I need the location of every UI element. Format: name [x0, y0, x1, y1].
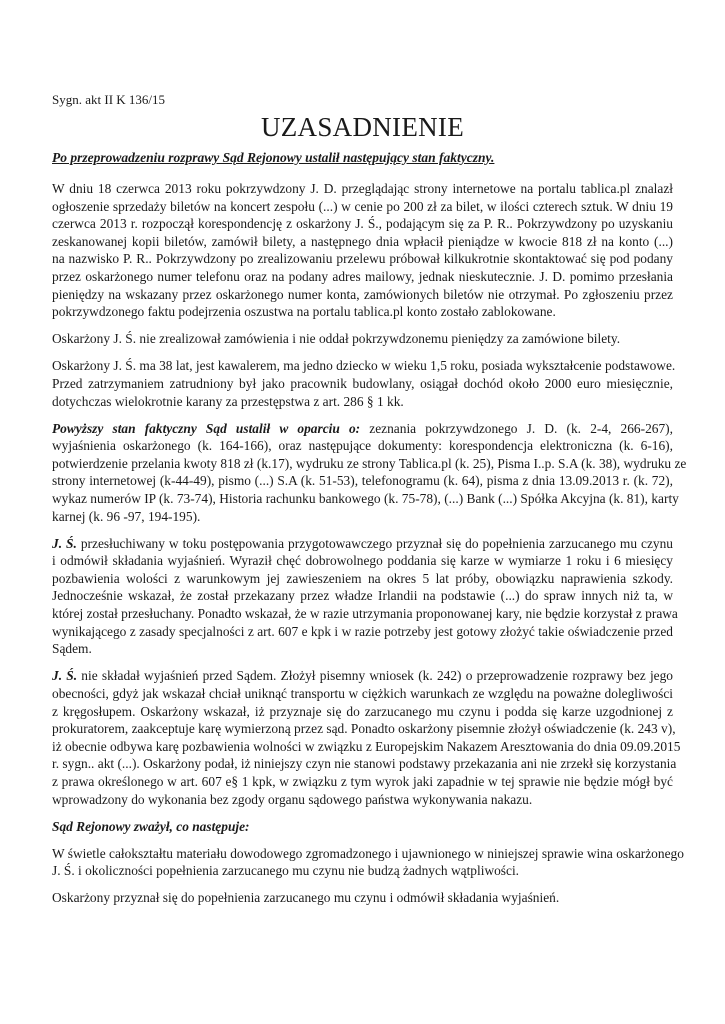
- case-number: Sygn. akt II K 136/15: [52, 92, 166, 107]
- text-line: potwierdzenie przelania kwoty 818 zł (k.17), wydruku ze strony Tablica.pl (k. 25), Pisma I..p. S.A (k. 38), wydruku ze: [52, 455, 687, 471]
- text-line: pozbawienia wolości z warunkowym jej zawieszeniem na okres 5 lat próby, obowiązku naprawienia szkody.: [52, 570, 673, 586]
- text-line: J. Ś. i okoliczności popełnienia zarzucanego mu czynu nie budzą żadnych wątpliwości.: [52, 863, 520, 879]
- text-line: ogłoszenie sprzedaży biletów na koncert zespołu (...) w cenie po 200 zł za bilet, w ilości czterech sztuk. W dniu 19: [52, 198, 673, 214]
- text-line: [52, 667, 673, 685]
- text-line: iż obecnie odbywa karę pozbawienia wolności w związku z Europejskim Nakazem Aresztowania do dnia 09.09.2015: [52, 738, 681, 754]
- paragraph-evidence: [52, 420, 687, 526]
- text-line: wyjaśnienia oskarżonego (k. 164-166), oraz następujące dokumenty: korespondencja elektroniczna (k. 6-16),: [52, 438, 673, 454]
- text-line: której został przesłuchany. Ponadto wskazał, że w razie utrzymania proponowanej kary, nie będzie korzystał z prawa: [52, 606, 678, 622]
- text-line: przez oskarżonego numer telefonu oraz na podany adres mailowy, jednak nieskutecznie. J. D. pomimo przesłania: [52, 268, 673, 284]
- text-line: karnej (k. 96 -97, 194-195).: [52, 508, 201, 524]
- lead-phrase: J. Ś.: [52, 668, 78, 684]
- paragraph-guilt: [52, 845, 684, 880]
- text-line: z prawa określonego w art. 607 e§ 1 kpk, w związku z tym wyrok jaki zapadnie w tej sprawie nie będzie mógł być: [52, 773, 673, 789]
- paragraph-defendant-profile: [52, 357, 676, 410]
- text-line: [52, 535, 673, 553]
- facts-heading: Po przeprowadzeniu rozprawy Sąd Rejonowy ustalił następujący stan faktyczny.: [52, 150, 495, 165]
- text-line: Jednocześnie wskazał, że został przekazany przez władze Irlandii na podstawie (...) do spraw innych niż ta, w: [52, 588, 673, 604]
- lead-phrase: J. Ś.: [52, 535, 77, 551]
- document-title: UZASADNIENIE: [260, 112, 465, 142]
- text-line: wynikającego z zasady specjalności z art. 607 e kpk i w razie potrzeby jest gotowy złożyć takie oświadczenie przed: [52, 623, 673, 639]
- text-line: W świetle całokształtu materiału dowodowego zgromadzonego i ujawnionego w niniejszej sprawie wina oskarżonego: [52, 845, 684, 861]
- court-considerations-heading: Sąd Rejonowy zważył, co następuje:: [52, 818, 250, 834]
- text-line: Przed zatrzymaniem zatrudniony był jako pracownik budowlany, osiągał dochód około 2000 euro miesięcznie,: [52, 375, 673, 391]
- text-line: z kręgosłupem. Oskarżony wskazał, iż przyznaje się do zarzucanego mu czynu i podda się karze uzgodnionej z: [52, 703, 673, 719]
- text-line: zeskanowanej kopii biletów, zamówił bilety, a następnego dnia wpłacił pieniądze w kwocie 818 zł na konto (...): [52, 233, 673, 249]
- text-line: wprowadzony do wykonania bez zgody organu sądowego państwa wykonywania nakazu.: [52, 791, 533, 807]
- text-line: prokuratorem, zaakceptuje karę wymierzoną przez sąd. Ponadto oskarżony pisemnie złożył oświadczenie (k. 243 v),: [52, 721, 676, 737]
- text-line: wykaz numerów IP (k. 73-74), Historia rachunku bankowego (k. 75-78), (...) Bank (...) Spółka Akcyjna (k. 81), karty: [52, 491, 679, 506]
- paragraph-admission: [52, 889, 673, 907]
- text-line: obecności, gdyż jak wskazał chciał uniknąć transportu w ciężkich warunkach ze względu na poważne dolegliwości: [52, 685, 673, 701]
- text-line: [52, 420, 673, 438]
- text-line: i odmówił składania wyjaśnień. Wyraził chęć dobrowolnego poddania się karze w wymiarze 1 roku i 6 miesięcy: [52, 553, 673, 569]
- text-line: na nazwisko P. R.. Pokrzywdzony po zrealizowaniu przelewu próbował kilkukrotnie skontaktować się pod podany: [52, 251, 673, 267]
- paragraph-court-statement: [52, 667, 681, 808]
- paragraph-no-delivery: [52, 330, 673, 348]
- text-line: Sądem.: [52, 641, 92, 657]
- text-line: czerwca 2013 r. rozpoczął korespondencję z oskarżony J. Ś., podającym się za P. R.. Pokrzywdzony po uzyskaniu: [52, 216, 673, 232]
- line-text: zeznania pokrzywdzonego J. D. (k. 2-4, 266-267),: [360, 420, 673, 436]
- text-line: Oskarżony przyznał się do popełnienia zarzucanego mu czynu i odmówił składania wyjaśnień.: [52, 890, 560, 906]
- text-line: pieniędzy na wskazany przez oskarżonego numer konta, zamówionych biletów nie otrzymał. Po zgłoszeniu przez: [52, 286, 673, 302]
- line-text: przesłuchiwany w toku postępowania przygotowawczego przyznał się do popełnienia zarzucanego mu czynu: [76, 535, 674, 551]
- document-body: [52, 180, 687, 916]
- paragraph-pretrial-testimony: [52, 535, 678, 658]
- text-line: Oskarżony J. Ś. nie zrealizował zamówienia i nie oddał pokrzywdzonemu pieniędzy za zamówione bilety.: [52, 331, 621, 347]
- text-line: pokrzywdzonego faktu podejrzenia oszustwa na portalu tablica.pl konto zostało zablokowane.: [52, 304, 556, 320]
- paragraph-facts: [52, 180, 673, 321]
- line-text: nie składał wyjaśnień przed Sądem. Złożył pisemny wniosek (k. 242) o przeprowadzenie rozprawy bez jego: [77, 668, 673, 684]
- text-line: W dniu 18 czerwca 2013 roku pokrzywdzony J. D. przeglądając strony internetowe na portalu tablica.pl znalazł: [52, 181, 673, 196]
- lead-phrase: Powyższy stan faktyczny Sąd ustalił w oparciu o:: [52, 420, 361, 436]
- text-line: r. sygn.. akt (...). Oskarżony podał, iż niniejszy czyn nie stanowi podstawy przekazania ani nie zrzekł się korzystania: [52, 756, 677, 772]
- text-line: strony internetowej (k-44-49), pismo (...) S.A (k. 51-53), telefonogramu (k. 64), pisma z dnia 13.09.2013 r. (k. 72),: [52, 473, 673, 489]
- text-line: dotychczas wielokrotnie karany za przestępstwa z art. 286 § 1 kk.: [52, 393, 404, 409]
- text-line: Oskarżony J. Ś. ma 38 lat, jest kawalerem, ma jedno dziecko w wieku 1,5 roku, posiada wykształcenie podstawowe.: [52, 358, 676, 374]
